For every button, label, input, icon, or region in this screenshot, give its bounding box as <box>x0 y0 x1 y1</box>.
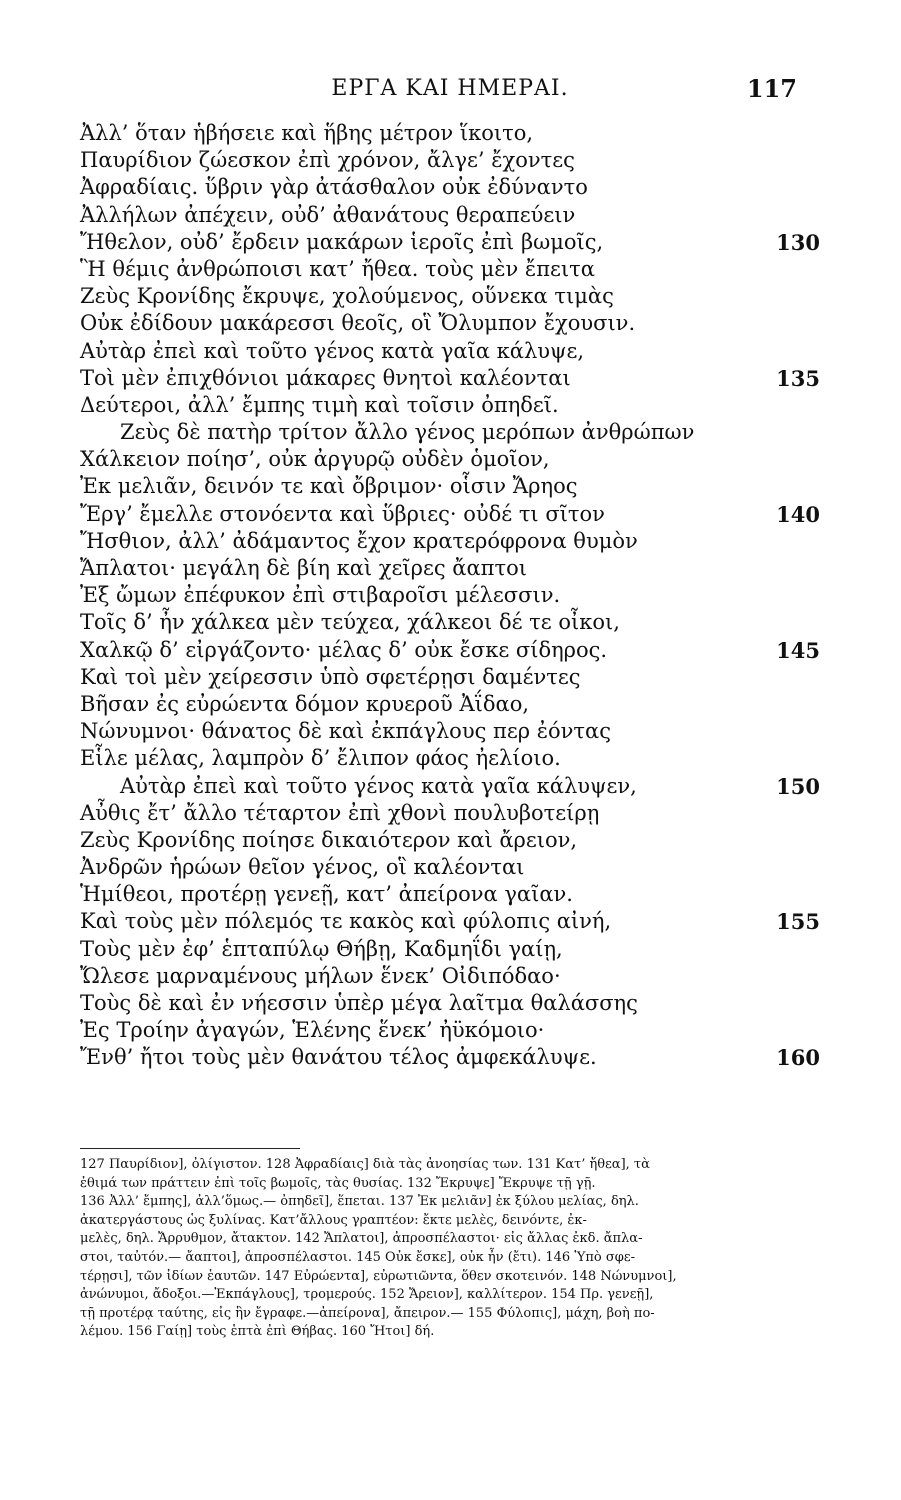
verse-line <box>80 691 820 718</box>
verse-text: Ἐκ μελιᾶν, δεινόν τε καὶ ὄβριμον· οἷσιν Ἄρηος <box>80 474 578 499</box>
verse-text: Νώνυμνοι· θάνατος δὲ καὶ ἐκπάγλους περ ἐόντας <box>80 719 611 744</box>
verse-text: Ἔνθ’ ἤτοι τοὺς μὲν θανάτου τέλος ἀμφεκάλυψε. <box>80 1045 597 1070</box>
verse-text: Τοὺς δὲ καὶ ἐν νήεσσιν ὑπὲρ μέγα λαῖτμα θαλάσσης <box>80 991 638 1015</box>
footnote-line: τῇ προτέρᾳ ταύτης, εἰς ἣν ἔγραφε.—ἀπείρονα], ἄπειρον.— 155 Φύλοπις], μάχη, βοὴ πο- <box>80 1305 655 1321</box>
footnote-line: ἐθιμά των πράττειν ἐπὶ τοῖς βωμοῖς, τὰς θυσίας. 132 Ἔκρυψε] Ἔκρυψε τῇ γῇ. <box>80 1175 596 1191</box>
line-number: 140 <box>776 501 820 527</box>
verse-text: Ἔργ’ ἔμελλε στονόεντα καὶ ὕβριες· οὐδέ τι σῖτον <box>80 501 605 526</box>
verse-text: Ζεὺς Κρονίδης ποίησε δικαιότερον καὶ ἄρειον, <box>80 827 578 852</box>
verse-line <box>80 392 820 419</box>
verse-text: Οὐκ ἐδίδουν μακάρεσσι θεοῖς, οἳ Ὄλυμπον ἔχουσιν. <box>80 311 636 336</box>
verse-line <box>80 446 820 473</box>
verse-text: Ἤθελον, οὐδ’ ἔρδειν μακάρων ἱεροῖς ἐπὶ βωμοῖς, <box>80 229 604 254</box>
verse-line <box>80 800 820 827</box>
line-number: 155 <box>776 909 820 935</box>
verse-line <box>80 908 820 935</box>
footnote-line: στοι, ταὐτόν.— ἄαπτοι], ἀπροσπέλαστοι. 145 Οὐκ ἔσκε], οὐκ ἦν (ἔτι). 146 Ὑπὸ σφε- <box>80 1249 635 1265</box>
verse-text: Ἤσθιον, ἀλλ’ ἀδάμαντος ἔχον κρατερόφρονα θυμὸν <box>80 528 638 553</box>
verse-line <box>80 963 820 990</box>
verse-text: Ἐς Τροίην ἀγαγών, Ἑλένης ἕνεκ’ ἠϋκόμοιο· <box>80 1018 545 1043</box>
verse-text: Ἀνδρῶν ἡρώων θεῖον γένος, οἳ καλέονται <box>80 855 525 880</box>
verse-text: Τοῖς δ’ ἦν χάλκεα μὲν τεύχεα, χάλκεοι δέ τε οἶκοι, <box>80 610 620 635</box>
line-number: 145 <box>776 637 820 663</box>
verse-text: Χαλκῷ δ’ εἰργάζοντο· μέλας δ’ οὐκ ἔσκε σίδηρος. <box>80 637 608 662</box>
verse-line <box>80 1017 820 1044</box>
verse-text: Παυρίδιον ζώεσκον ἐπὶ χρόνον, ἄλγε’ ἔχοντες <box>80 148 575 173</box>
verse-line <box>80 854 820 881</box>
verse-line <box>80 229 820 256</box>
verse-text: Τοὶ μὲν ἐπιχθόνιοι μάκαρες θνητοὶ καλέονται <box>80 365 571 390</box>
verse-text: Αὖθις ἔτ’ ἄλλο τέταρτον ἐπὶ χθονὶ πουλυβοτείρῃ <box>80 800 600 825</box>
verse-text: Ἀφραδίαις. ὕβριν γὰρ ἀτάσθαλον οὐκ ἐδύναντο <box>80 175 588 200</box>
verse-line <box>80 256 820 283</box>
verse-text: Εἷλε μέλας, λαμπρὸν δ’ ἔλιπον φάος ἠελίοιο. <box>80 746 561 771</box>
verse-line <box>80 990 820 1017</box>
verse-line <box>80 773 820 800</box>
verse-line <box>80 419 820 446</box>
footnote-line: τέρῃσι], τῶν ἰδίων ἑαυτῶν. 147 Εὐρώεντα], εὐρωτιῶντα, ὅθεν σκοτεινόν. 148 Νώνυμνοι], <box>80 1268 677 1284</box>
verse-line <box>80 202 820 229</box>
verse-line <box>80 283 820 310</box>
verse-text: Καὶ τοὶ μὲν χείρεσσιν ὑπὸ σφετέρῃσι δαμέντες <box>80 664 581 689</box>
verse-text: Ἀλλήλων ἀπέχειν, οὐδ’ ἀθανάτους θεραπεύειν <box>80 202 576 227</box>
verse-line <box>80 745 820 772</box>
verse-line <box>80 501 820 528</box>
verse-line <box>80 664 820 691</box>
verse-text: Βῆσαν ἐς εὐρώεντα δόμον κρυεροῦ Ἀΐδαο, <box>80 691 530 716</box>
verse-text: Αὐτὰρ ἐπεὶ καὶ τοῦτο γένος κατὰ γαῖα κάλυψε, <box>80 338 585 363</box>
verse-line <box>80 936 820 963</box>
verse-line <box>80 827 820 854</box>
verse-text: Ἡμίθεοι, προτέρῃ γενεῇ, κατ’ ἀπείρονα γαῖαν. <box>80 882 573 907</box>
verse-line <box>80 881 820 908</box>
footnote-line: λέμου. 156 Γαίῃ] τοὺς ἑπτὰ ἐπὶ Θήβας. 160 Ἤτοι] δή. <box>80 1324 435 1340</box>
footnote-line: ἀνώνυμοι, ἄδοξοι.—Ἐκπάγλους], τρομερούς. 152 Ἄρειον], καλλίτερον. 154 Πρ. γενεῇ], <box>80 1287 654 1303</box>
footnote-line: μελὲς, δηλ. Ἄρρυθμον, ἄτακτον. 142 Ἄπλατοι], ἀπροσπέλαστοι· εἰς ἄλλας ἐκδ. ἄπλα- <box>80 1231 643 1247</box>
verse-text: Δεύτεροι, ἀλλ’ ἔμπης τιμὴ καὶ τοῖσιν ὀπηδεῖ. <box>80 392 559 417</box>
footnote-line: 127 Παυρίδιον], ὀλίγιστον. 128 Ἀφραδίαις] διὰ τὰς ἀνοησίας των. 131 Κατ’ ἤθεα], τὰ <box>80 1157 650 1172</box>
verse-text: Αὐτὰρ ἐπεὶ καὶ τοῦτο γένος κατὰ γαῖα κάλυψεν, <box>120 773 637 798</box>
verse-text: Ἣ θέμις ἀνθρώποισι κατ’ ἤθεα. τοὺς μὲν ἔπειτα <box>80 256 595 281</box>
line-number: 150 <box>776 773 820 799</box>
line-number: 130 <box>776 229 820 255</box>
verse-line <box>80 582 820 609</box>
verse-text: Χάλκειον ποίησ’, οὐκ ἀργυρῷ οὐδὲν ὁμοῖον, <box>80 447 550 472</box>
verse-text: Ἐξ ὤμων ἐπέφυκον ἐπὶ στιβαροῖσι μέλεσσιν. <box>80 583 561 608</box>
verse-line <box>80 174 820 201</box>
footnote-divider <box>80 1148 300 1149</box>
verse-text: Ἀλλ’ ὅταν ἡβήσειε καὶ ἥβης μέτρον ἵκοιτο, <box>80 121 534 145</box>
verse-line <box>80 338 820 365</box>
verse-block <box>80 120 820 1072</box>
verse-text: Ἄπλατοι· μεγάλη δὲ βίη καὶ χεῖρες ἄαπτοι <box>80 556 527 580</box>
line-number: 135 <box>776 365 820 391</box>
verse-line <box>80 609 820 636</box>
verse-text: Τοὺς μὲν ἐφ’ ἑπταπύλῳ Θήβῃ, Καδμηΐδι γαίῃ, <box>80 936 563 961</box>
verse-text: Ζεὺς δὲ πατὴρ τρίτον ἄλλο γένος μερόπων ἀνθρώπων <box>120 420 695 445</box>
verse-line <box>80 120 820 147</box>
footnote-line: ἀκατεργάστους ὡς ξυλίνας. Κατ’ἄλλους γραπτέον: ἔκτε μελὲς, δεινόντε, ἐκ- <box>80 1212 587 1228</box>
verse-line <box>80 473 820 500</box>
footnotes <box>80 1156 800 1342</box>
footnote-line: 136 Ἀλλ’ ἔμπης], ἀλλ’ὅμως.— ὀπηδεῖ], ἕπεται. 137 Ἐκ μελιᾶν] ἐκ ξύλου μελίας, δηλ. <box>80 1194 639 1210</box>
page-header <box>0 74 901 114</box>
verse-text: Καὶ τοὺς μὲν πόλεμός τε κακὸς καὶ φύλοπις αἰνή, <box>80 909 612 934</box>
line-number: 160 <box>776 1045 820 1071</box>
verse-text: Ζεὺς Κρονίδης ἔκρυψε, χολούμενος, οὕνεκα τιμὰς <box>80 284 614 309</box>
verse-line <box>80 1044 820 1071</box>
verse-text: Ὤλεσε μαρναμένους μήλων ἕνεκ’ Οἰδιπόδαο· <box>80 963 561 988</box>
running-title: ΕΡΓΑ ΚΑΙ ΗΜΕΡΑΙ. <box>331 76 569 101</box>
verse-line <box>80 365 820 392</box>
verse-line <box>80 637 820 664</box>
page-number: 117 <box>746 74 797 103</box>
verse-line <box>80 310 820 337</box>
verse-line <box>80 528 820 555</box>
verse-line <box>80 555 820 582</box>
verse-line <box>80 718 820 745</box>
verse-line <box>80 147 820 174</box>
